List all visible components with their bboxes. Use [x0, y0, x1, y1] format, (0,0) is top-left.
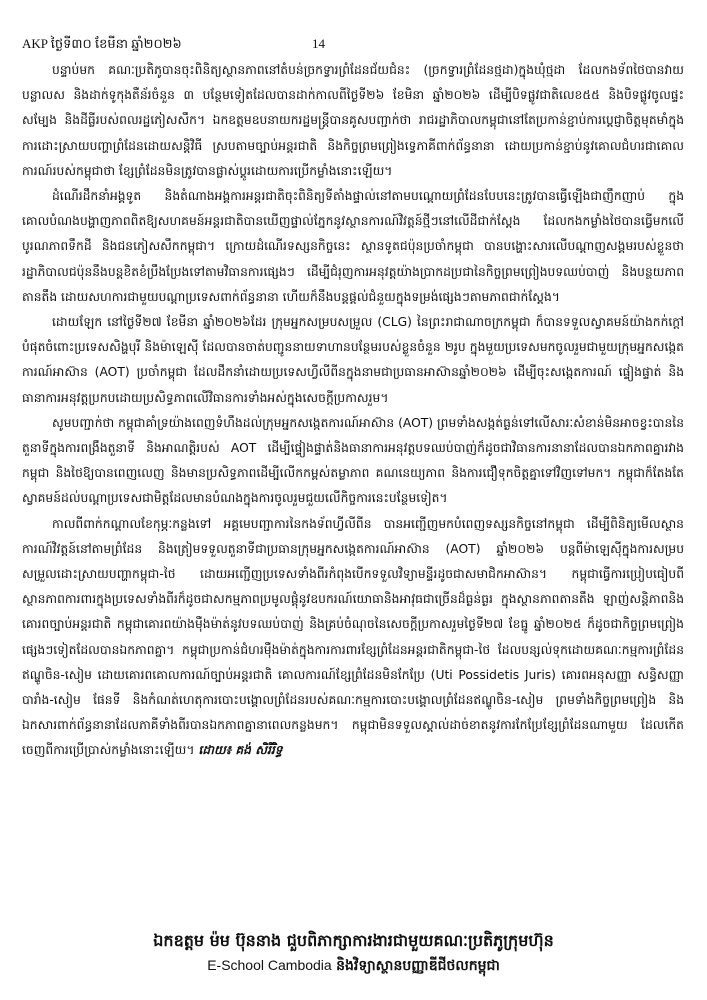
paragraph-4: សូមបញ្ជាក់ថា កម្ពុជាគាំទ្រយ៉ាងពេញទំហឹងដល់ក្រុមអ្នកសង្កេតការណ៍អាស៊ាន (AOT) ព្រមទាំងសង្កត់ធ្ងន់ទៅលើសារៈសំខាន់មិនអាចខ្វះបាននៃតួនាទីក្នុងការពង្រឹងតួនាទី និងអាណត្តិរបស់ AOT ដើម្បីផ្ទៀងផ្ទាត់និងធានាការអនុវត្តបទឈប់បាញ់ក៏ដូចជាវិធានការនានាដែលបានឯកភាពគ្នារវាងកម្ពុជា និងថៃឱ្យបានពេញលេញ និងមានប្រសិទ្ធភាពដើម្បីលើកកម្ពស់តម្លាភាព គណនេយ្យភាព និងការជឿទុកចិត្តគ្នាទៅវិញទៅមក។ កម្ពុជាក៏តែងតែស្វាគមន៍ដល់បណ្តាប្រទេសជាមិត្តដែលមានបំណងក្នុងការចូលរួមជួយលើកិច្ចការនេះបន្ថែមទៀត។: [22, 415, 684, 506]
headline-line-1: ឯកឧត្តម ម៉ម ប៊ុននាង ជួបពិភាក្សាការងារជាមួយគណៈប្រតិភូក្រុមហ៊ុន: [153, 931, 554, 950]
header-date: AKP ថ្ងៃទី៣០ ខែមីនា ឆ្នាំ២០២៦: [22, 36, 182, 51]
page-number: 14: [312, 36, 325, 51]
paragraph-1: បន្ទាប់មក គណៈប្រតិភូបានចុះពិនិត្យស្ថានភាពនៅតំបន់ច្រកទ្វារព្រំដែនជ័យជំនះ (ច្រកទ្វារព្រំដែនថ្មដា)ក្នុងឃុំថ្មដា ដែលកងទ័ពថៃបានវាយបន្លាលស និងដាក់ទូកុងតឺន័រចំនួន ៣ បន្ថែមទៀតដែលបានដាក់កាលពីថ្ងៃទី២៦ ខែមិនា ឆ្នាំ២០២៦ ដើម្បីបិទផ្លូវជាតិលេខ៥៥ និងបិទផ្លូវចូលផ្ទះសម្បែង និងដីធ្លីរបស់ពលរដ្ឋភៀសសឹក។ ឯកឧត្តមឧបនាយករដ្ឋមន្ត្រីបានគូសបញ្ជាក់ថា រាជរដ្ឋាភិបាលកម្ពុជានៅតែប្រកាន់ខ្ជាប់ការប្តេជ្ញាចិត្តមុតមាំក្នុងការដោះស្រាយបញ្ហាព្រំដែនដោយសន្តិវិធី ស្របតាមច្បាប់អន្តរជាតិ និងកិច្ចព្រមព្រៀងទ្វេភាគីពាក់ព័ន្ធនានា ដោយប្រកាន់ខ្ជាប់នូវគោលជំហរជាគោលការណ៍របស់កម្ពុជាថា ខ្សែព្រំដែនមិនត្រូវបានផ្លាស់ប្តូរដោយការប្រើកម្លាំងនោះឡើយ។: [22, 63, 684, 178]
paragraph-5-text: កាលពីពាក់កណ្តាលខែកុម្ភៈកន្លងទៅ អគ្គមេបញ្ជាការនៃកងទ័ពហ្វីលីពីន បានអញ្ជើញមកបំពេញទស្សនកិច្ចនៅកម្ពុជា ដើម្បីពិនិត្យមើលស្ថានការណ៍វិវត្តន៍នៅតាមព្រំដែន និងត្រៀមទទួលតួនាទីជាប្រធានក្រុមអ្នកសង្កេតការណ៍អាស៊ាន (AOT) ឆ្នាំ២០២៦ បន្តពីម៉ាឡេស៊ីក្នុងការសម្របសម្រួលដោះស្រាយបញ្ហាកម្ពុជា-ថៃ ដោយអញ្ជើញប្រទេសទាំងពីរកំពុងបើកទទួលវិទ្យាមន្ទីរដូចជាសមាជិកអាស៊ាន។ កម្ពុជាធ្វើការប្រៀបធៀបពីស្ថានភាពការពារក្នុងប្រទេសទាំងពីរក៏ដូចជាសកម្មភាពប្រមូលផ្តុំនូវឧបករណ៍យោធានិងអាវុធជាច្រើនដ៏ធ្ងន់ធ្ងរ ក្នុងស្ថានភាពតានតឹង ឡាញ់សន្តិភាពនិងគោរពច្បាប់អន្តរជាតិ កម្ពុជាគោរពយ៉ាងម៉ឺងម៉ាត់នូវបទឈប់បាញ់ និងគ្រប់ចំណុចនៃសេចក្តីប្រកាសរួមថ្ងៃទី២៧ ខែធ្នូ ឆ្នាំ២០២៥ ក៏ដូចជាកិច្ចព្រមព្រៀងផ្សេងៗទៀតដែលបានឯកភាពគ្នា។ កម្ពុជាប្រកាន់ជំហរម៉ឺងម៉ាត់ក្នុងការការពារខ្សែព្រំដែនអន្តរជាតិកម្ពុជា-ថៃ ដែលបន្សល់ទុកដោយគណៈកម្មការព្រំដែនឥណ្ឌូចិន-សៀម ដោយគោរពគោលការណ៍ច្បាប់អន្តរជាតិ គោលការណ៍ខ្សែព្រំដែនមិនកែប្រែ (Uti Possidetis Juris) គោរពអនុសញ្ញា សន្ធិសញ្ញាបារាំង-សៀម ផែនទី និងកំណត់ហេតុការបោះបង្គោលព្រំដែនរបស់គណៈកម្មការបោះបង្គោលព្រំដែនឥណ្ឌូចិន-សៀម ព្រមទាំងកិច្ចព្រមព្រៀង និងឯកសារពាក់ព័ន្ធនានាដែលភាគីទាំងពីរបានឯកភាពគ្នានាពេលកន្លងមក។ កម្ពុជាមិនទទួលស្គាល់ដាច់ខាតនូវការកែប្រែខ្សែព្រំដែនណាមួយ ដែលកើតចេញពីការប្រើប្រាស់កម្លាំងនោះឡើយ។: [22, 516, 684, 758]
paragraph-3: ដោយឡែក នៅថ្ងៃទី២៧ ខែមីនា ឆ្នាំ២០២៦ដែរ ក្រុមអ្នកសម្របសម្រួល (CLG) នៃព្រះរាជាណាចក្រកម្ពុជា ក៏បានទទួលស្វាគមន៍យ៉ាងកក់ក្តៅបំផុតចំពោះប្រទេសសិង្ហបុរី និងម៉ាឡេស៊ី ដែលបានចាត់បញ្ជូននាយទាហានបន្ថែមរបស់ខ្លួនចំនួន ២រូប ក្នុងមួយប្រទេសមកចូលរួមជាមួយក្រុមអ្នកសង្កេតការណ៍អាស៊ាន (AOT) ប្រចាំកម្ពុជា ដែលដឹកនាំដោយប្រទេសហ្វីលីពីនក្នុងនាមជាប្រធានអាស៊ានឆ្នាំ២០២៦ ដើម្បីចុះសង្កេតការណ៍ ផ្ទៀងផ្ទាត់ និងធានាការអនុវត្តប្រកបដោយប្រសិទ្ធភាពលើវិធានការទាំងអស់ក្នុងសេចក្តីប្រកាសរួម។: [22, 315, 684, 405]
headline-organization: និងវិទ្យាស្ថានបញ្ញាឌីជីថលកម្ពុជា: [336, 958, 500, 974]
headline-line-2: [0, 954, 707, 977]
paragraph-2: ដំណើរដឹកនាំអង្គទូត និងតំណាងអង្គការអន្តរជាតិចុះពិនិត្យទីតាំងផ្ទាល់នៅតាមបណ្តោយព្រំដែនបែបនេះត្រូវបានធ្វើឡើងជាញឹកញាប់ ក្នុងគោលបំណងបង្ហាញភាពពិតឱ្យសហគមន៍អន្តរជាតិបានឃើញផ្ទាល់ភ្នែកនូវស្ថានការណ៍វិវត្តន៍ថ្មីៗនៅលើដីជាក់ស្តែង ដែលកងកម្លាំងថៃបានធ្វើមកលើបូរណភាពទឹកដី និងជនភៀសសឹកកម្ពុជា។ ក្រោយដំណើរទស្សនកិច្ចនេះ ស្ថានទូតជប៉ុនប្រចាំកម្ពុជា បានបង្ហោះសារលើបណ្តាញសង្គមរបស់ខ្លួនថា រដ្ឋាភិបាលជប៉ុននឹងបន្តខិតខំប្រឹងប្រែងទៅតាមវិធានការផ្សេងៗ ដើម្បីជំរុញការអនុវត្តយ៉ាងប្រាកដប្រជានៃកិច្ចព្រមព្រៀងបទឈប់បាញ់ និងបន្ថយភាពតានតឹង ដោយសហការជាមួយបណ្តាប្រទេសពាក់ព័ន្ធនានា ហើយក៏នឹងបន្តផ្តល់ជំនួយក្នុងទម្រង់ផ្សេងៗតាមភាពជាក់ស្តែង។: [22, 189, 684, 304]
next-article-headline: [0, 928, 707, 977]
paragraph-5: [22, 512, 684, 764]
headline-brand: E-School Cambodia: [207, 957, 332, 973]
byline: ដោយ៖ គង់ សិរីរិទ្ធ: [198, 743, 283, 758]
article-body: [22, 58, 684, 928]
page-header: [22, 36, 685, 54]
